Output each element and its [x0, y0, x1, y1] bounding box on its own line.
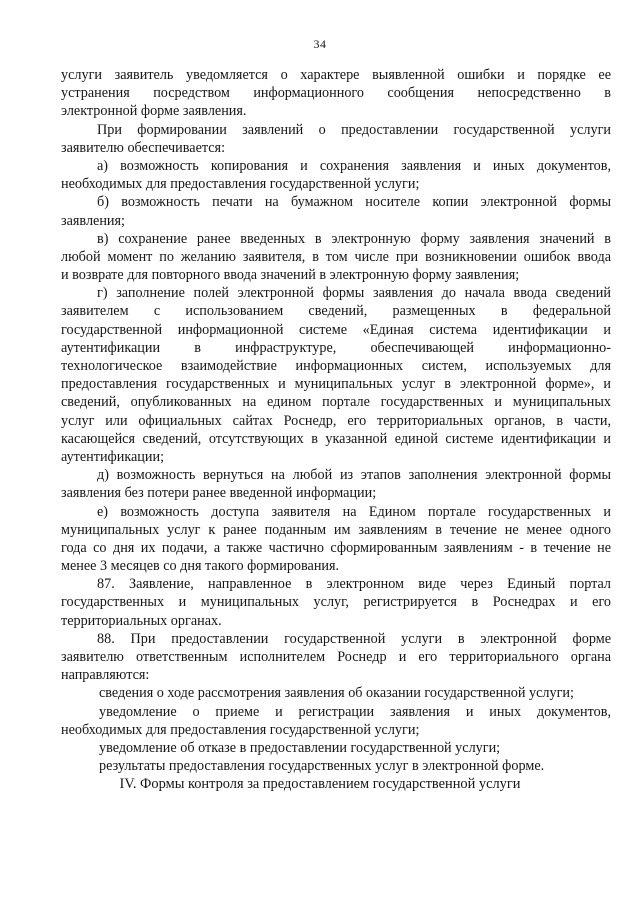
text-line: электронной форме заявления.	[61, 103, 247, 120]
text-line: любой момент по желанию заявителя, в том числе при возникновении ошибок ввода	[61, 248, 611, 265]
text-line: необходимых для предоставления государственной услуги;	[61, 721, 420, 738]
text-line: результаты предоставления государственных услуг в электронной форме.	[99, 758, 545, 775]
text-line: менее 3 месяцев со дня такого формирования.	[61, 558, 340, 575]
text-line: услуг или официальных сайтах Роснедр, его территориальных органов, в части,	[61, 412, 611, 429]
text-line: При формировании заявлений о предоставлении государственной услуги	[97, 121, 611, 138]
text-line: устранения посредством информационного сообщения непосредственно в	[61, 85, 611, 102]
text-line: заявителем с использованием сведений, размещенных в федеральной	[61, 303, 611, 320]
text-line: аутентификации;	[61, 448, 165, 465]
text-line: г) заполнение полей электронной формы заявления до начала ввода сведений	[97, 285, 611, 302]
text-line: б) возможность печати на бумажном носителе копии электронной формы	[97, 194, 611, 211]
text-line: направляются:	[61, 667, 150, 684]
text-line: услуги заявитель уведомляется о характере выявленной ошибки и порядке ее	[61, 67, 611, 83]
page-number: 34	[313, 37, 327, 51]
section-heading: IV. Формы контроля за предоставлением государственной услуги	[119, 776, 521, 792]
text-line: заявления;	[61, 212, 125, 229]
text-line: территориальных органах.	[61, 612, 222, 629]
body-text	[61, 66, 611, 775]
text-line: сведения о ходе рассмотрения заявления об оказании государственной услуги;	[99, 685, 574, 702]
text-line: уведомление об отказе в предоставлении государственной услуги;	[99, 739, 501, 756]
text-line: заявителю обеспечивается:	[61, 139, 226, 156]
text-line: предоставления государственных и муниципальных услуг в электронной форме», и	[61, 376, 611, 393]
text-line: касающейся сведений, отсутствующих в указанной единой системе идентификации и	[61, 430, 611, 447]
text-line: и возврате для повторного ввода значений в электронную форму заявления;	[61, 267, 520, 284]
text-line: а) возможность копирования и сохранения заявления и иных документов,	[97, 157, 611, 174]
text-line: государственной информационной системе «Единая система идентификации и	[61, 321, 611, 338]
text-line: сведений, опубликованных на едином портале государственных и муниципальных	[61, 394, 611, 411]
text-line: года со дня их подачи, а также частично сформированным заявлениям - в течение не	[61, 539, 611, 556]
text-line: технологическое взаимодействие информационных систем, используемых для	[61, 358, 611, 374]
text-line: необходимых для предоставления государственной услуги;	[61, 176, 420, 193]
text-line: государственных и муниципальных услуг, регистрируется в Роснедрах и его	[61, 594, 611, 611]
text-line: е) возможность доступа заявителя на Едином портале государственных и	[97, 503, 611, 520]
text-line: в) сохранение ранее введенных в электронную форму заявления значений в	[97, 230, 611, 247]
text-line: заявления без потери ранее введенной информации;	[61, 485, 377, 502]
text-line: уведомление о приеме и регистрации заявления и иных документов,	[99, 703, 611, 720]
text-line: д) возможность вернуться на любой из этапов заполнения электронной формы	[97, 467, 611, 484]
text-line: 87. Заявление, направленное в электронном виде через Единый портал	[97, 576, 611, 593]
text-line: 88. При предоставлении государственной услуги в электронной форме	[97, 630, 611, 647]
text-line: заявителю ответственным исполнителем Роснедр и его территориального органа	[61, 649, 611, 665]
text-line: аутентификации в инфраструктуре, обеспечивающей информационно-	[61, 339, 611, 356]
text-line: муниципальных услуг к ранее поданным им заявлениям в течение не менее одного	[61, 521, 611, 538]
